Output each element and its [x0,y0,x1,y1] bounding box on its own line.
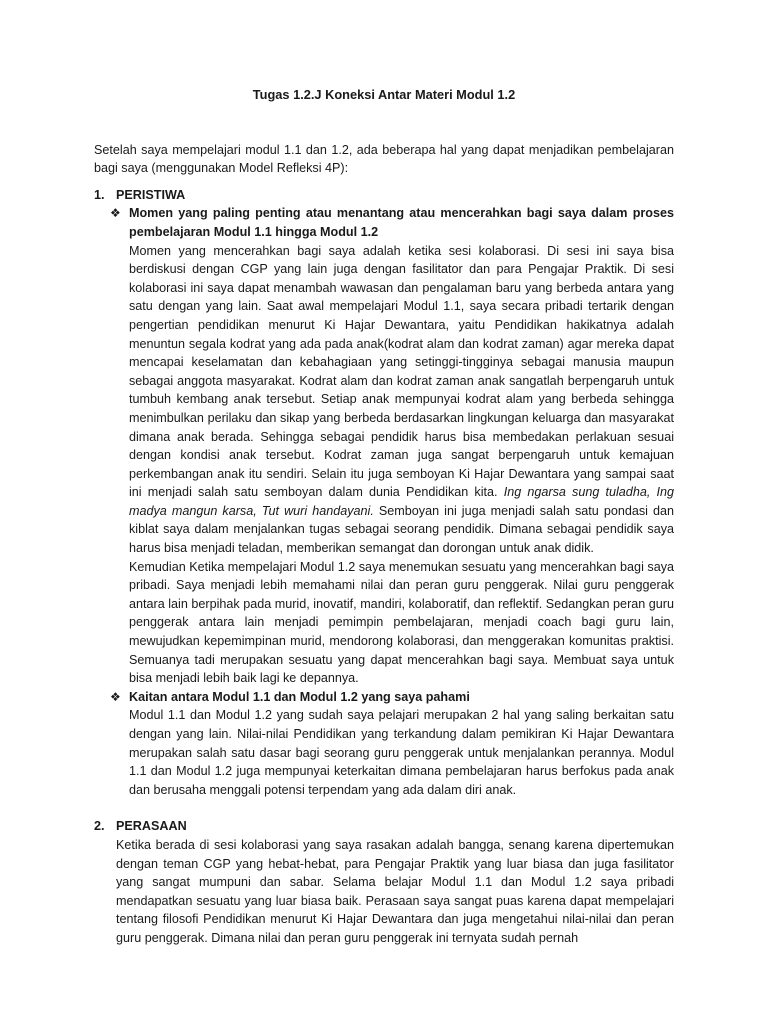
subsection-momen [110,204,674,687]
section-title: PERASAAN [116,819,187,834]
subsection-kaitan [110,688,674,800]
document-title: Tugas 1.2.J Koneksi Antar Materi Modul 1.2 [252,87,516,102]
diamond-bullet-icon: ❖ [110,689,121,704]
paragraph-text: Momen yang mencerahkan bagi saya adalah ketika sesi kolaborasi. Di sesi ini saya bisa berdiskusi dengan CGP yang lain juga dengan fasilitator dan para Pengajar Praktik. Di sesi kolaborasi ini saya dapat menambah wawasan dan pengalaman baru yang berbeda antara yang satu dengan yang lain. Saat awal mempelajari Modul 1.1, saya secara pribadi tertarik dengan pengertian pendidikan menurut Ki Hajar Dewantara, yaitu Pendidikan hakikatnya adalah menuntun segala kodrat yang ada pada anak(kodrat alam dan kodrat zaman) agar mereka dapat mencapai keselamatan dan kebahagiaan yang setinggi-tingginya sebagai manusia maupun sebagai anggota masyarakat. Kodrat alam dan kodrat zaman anak sangatlah berpengaruh untuk tumbuh kembang anak tersebut. Setiap anak mempunyai kodrat alam yang berbeda sehingga menimbulkan perilaku dan sikap yang berbeda berdasarkan lingkungan keluarga dan masyarakat dimana anak berada. Sehingga sebagai pendidik harus bisa membedakan perlakuan sesuai dengan kondisi anak tersebut. Kodrat zaman juga sangat berpengaruh untuk kemajuan perkembangan anak itu sendiri. Selain itu juga semboyan Ki Hajar Dewantara yang sampai saat ini menjadi salah satu semboyan dalam dunia Pendidikan kita. [129,243,674,500]
subsection-heading: Kaitan antara Modul 1.1 dan Modul 1.2 yang saya pahami [129,689,470,704]
diamond-bullet-icon: ❖ [110,206,121,221]
motto-italic: Ing ngarsa sung tuladha, Ing madya mangun karsa, Tut wuri handayani. [129,485,674,518]
section-title: PERISTIWA [116,187,186,202]
body-paragraph: Kemudian Ketika mempelajari Modul 1.2 saya menemukan sesuatu yang mencerahkan bagi saya pribadi. Saya menjadi lebih memahami nilai dan peran guru penggerak. Nilai guru penggerak antara lain berpihak pada murid, inovatif, mandiri, kolaboratif, dan reflektif. Sedangkan peran guru penggerak antara lain menjadi pemimpin pembelajaran, menjadi coach bagi guru lain, mewujudkan kepemimpinan murid, mendorong kolaborasi, dan menggerakan komunitas praktisi. Semuanya tadi merupakan sesuatu yang dapat mencerahkan bagi saya. Membuat saya untuk bisa menjadi lebih baik lagi ke depannya. [129,559,674,686]
section-number: 1. [94,187,105,202]
intro-paragraph: Setelah saya mempelajari modul 1.1 dan 1.2, ada beberapa hal yang dapat menjadikan pembelajaran bagi saya (menggunakan Model Refleksi 4P): [94,142,674,176]
body-paragraph: Ketika berada di sesi kolaborasi yang saya rasakan adalah bangga, senang karena dipertemukan dengan teman CGP yang hebat-hebat, para Pengajar Praktik yang luar biasa dan juga fasilitator yang sangat mumpuni dan sabar. Selama belajar Modul 1.1 dan Modul 1.2 saya pribadi mendapatkan sesuatu yang luar biasa baik. Perasaan saya sangat puas karena dapat mempelajari tentang filosofi Pendidikan menurut Ki Hajar Dewantara dan juga mengetahui nilai-nilai dan peran guru penggerak. Dimana nilai dan peran guru penggerak ini ternyata sudah pernah [116,837,674,945]
section-perasaan [94,817,674,947]
paragraph-text: Semboyan ini juga menjadi salah satu pondasi dan kiblat saya dalam menjalankan tugas sebagai seorang pendidik. Dimana sebagai pendidik saya harus bisa menjadi teladan, memberikan semangat dan dorongan untuk anak didik. [129,503,674,556]
subsection-heading: Momen yang paling penting atau menantang atau mencerahkan bagi saya dalam proses pembelajaran Modul 1.1 hingga Modul 1.2 [129,206,674,239]
body-paragraph [129,242,674,558]
section-heading [94,817,674,836]
body-paragraph: Modul 1.1 dan Modul 1.2 yang sudah saya pelajari merupakan 2 hal yang saling berkaitan satu dengan yang lain. Nilai-nilai Pendidikan yang terkandung dalam pemikiran Ki Hajar Dewantara merupakan salah satu dasar bagi seorang guru penggerak untuk menjalankan perannya. Modul 1.1 dan Modul 1.2 juga mempunyai keterkaitan dimana pembelajaran harus berfokus pada anak dan berusaha menggali potensi terpendam yang ada dalam diri anak. [129,708,674,797]
section-peristiwa [94,186,674,800]
section-number: 2. [94,819,105,834]
section-heading [94,186,674,205]
section-spacer [94,799,674,817]
